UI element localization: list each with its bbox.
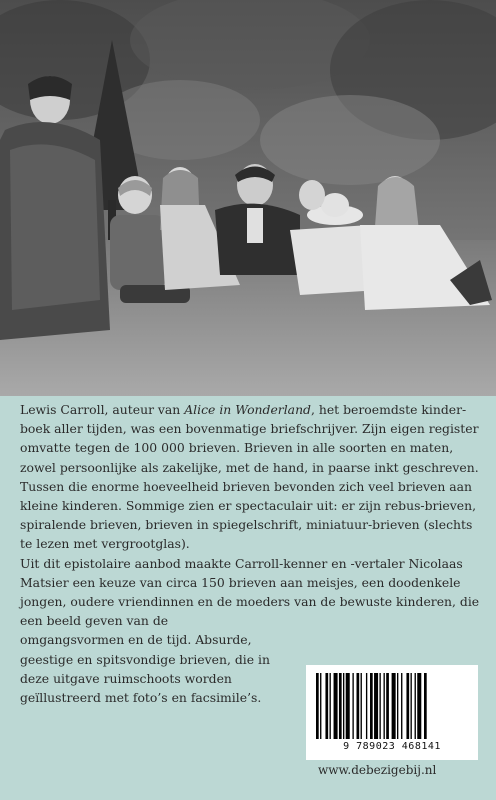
back-cover-blurb — [20, 400, 480, 707]
book-title-italic: Alice in Wonderland — [184, 402, 311, 417]
publisher-website: www.debezigebij.nl — [318, 763, 437, 777]
blurb-paragraph-3-continued: omgangsvormen en de tijd. Absurde, geestige en spitsvondige brieven, die in deze uitgave ruimschoots worden geïllustreerd met foto’s en facsimile’s. — [20, 632, 270, 706]
barcode-bar — [357, 673, 360, 739]
family-photo-illustration — [0, 0, 496, 396]
barcode-bar — [343, 673, 344, 739]
barcode-bar — [384, 673, 385, 739]
barcode-bar — [424, 673, 427, 739]
barcode-bar — [411, 673, 412, 739]
barcode-bar — [366, 673, 367, 739]
blurb-text: , het beroemdste kinder-boek aller tijden, was een bovenmatige briefschrijver. Zijn eigen register omvatte tegen de 100 000 brieven. Brieven in alle soorten en maten, zowel persoonlijke als zakelijke, met de hand, in paarse inkt geschreven. — [20, 402, 479, 475]
barcode-bar — [386, 673, 389, 739]
blurb-paragraph-3: Uit dit epistolaire aanbod maakte Carroll-kenner en -vertaler Nicolaas Matsier een keuze van circa 150 brieven aan meisjes, een doodenkele jongen, oudere vriendinnen en de moeders van de bewuste kinderen, die een beeld geven van de — [20, 555, 480, 629]
barcode-bar — [361, 673, 362, 739]
barcode-bar — [417, 673, 421, 739]
blurb-text: Lewis Carroll, auteur van — [20, 402, 185, 417]
barcode-bar — [397, 673, 398, 739]
barcode-bar — [379, 673, 380, 739]
barcode-bar — [346, 673, 350, 739]
barcode-bar — [392, 673, 396, 739]
barcode-bar — [415, 673, 416, 739]
barcode-bar — [339, 673, 342, 739]
barcode-bar — [320, 673, 321, 739]
blurb-paragraph-2: Tussen die enorme hoeveelheid brieven bevonden zich veel brieven aan kleine kinderen. Sommige zien er spectaculair uit: er zijn rebus-brieven, spiralende brieven, brieven in spiegelschrift, miniatuur-brieven (slechts te lezen met vergrootglas). — [20, 478, 477, 552]
barcode-bar — [316, 673, 319, 739]
barcode-bar — [330, 673, 331, 739]
barcode-bar — [352, 673, 353, 739]
barcode-graphic — [316, 673, 468, 739]
barcode-bar — [406, 673, 409, 739]
cover-photo — [0, 0, 496, 396]
barcode-bar — [334, 673, 338, 739]
barcode-bar — [325, 673, 328, 739]
isbn-barcode — [306, 665, 478, 760]
barcode-bar — [401, 673, 402, 739]
blurb-paragraph-1 — [20, 400, 480, 477]
isbn-number: 9 789023 468141 — [343, 741, 441, 752]
barcode-bar — [374, 673, 378, 739]
barcode-bar — [370, 673, 373, 739]
